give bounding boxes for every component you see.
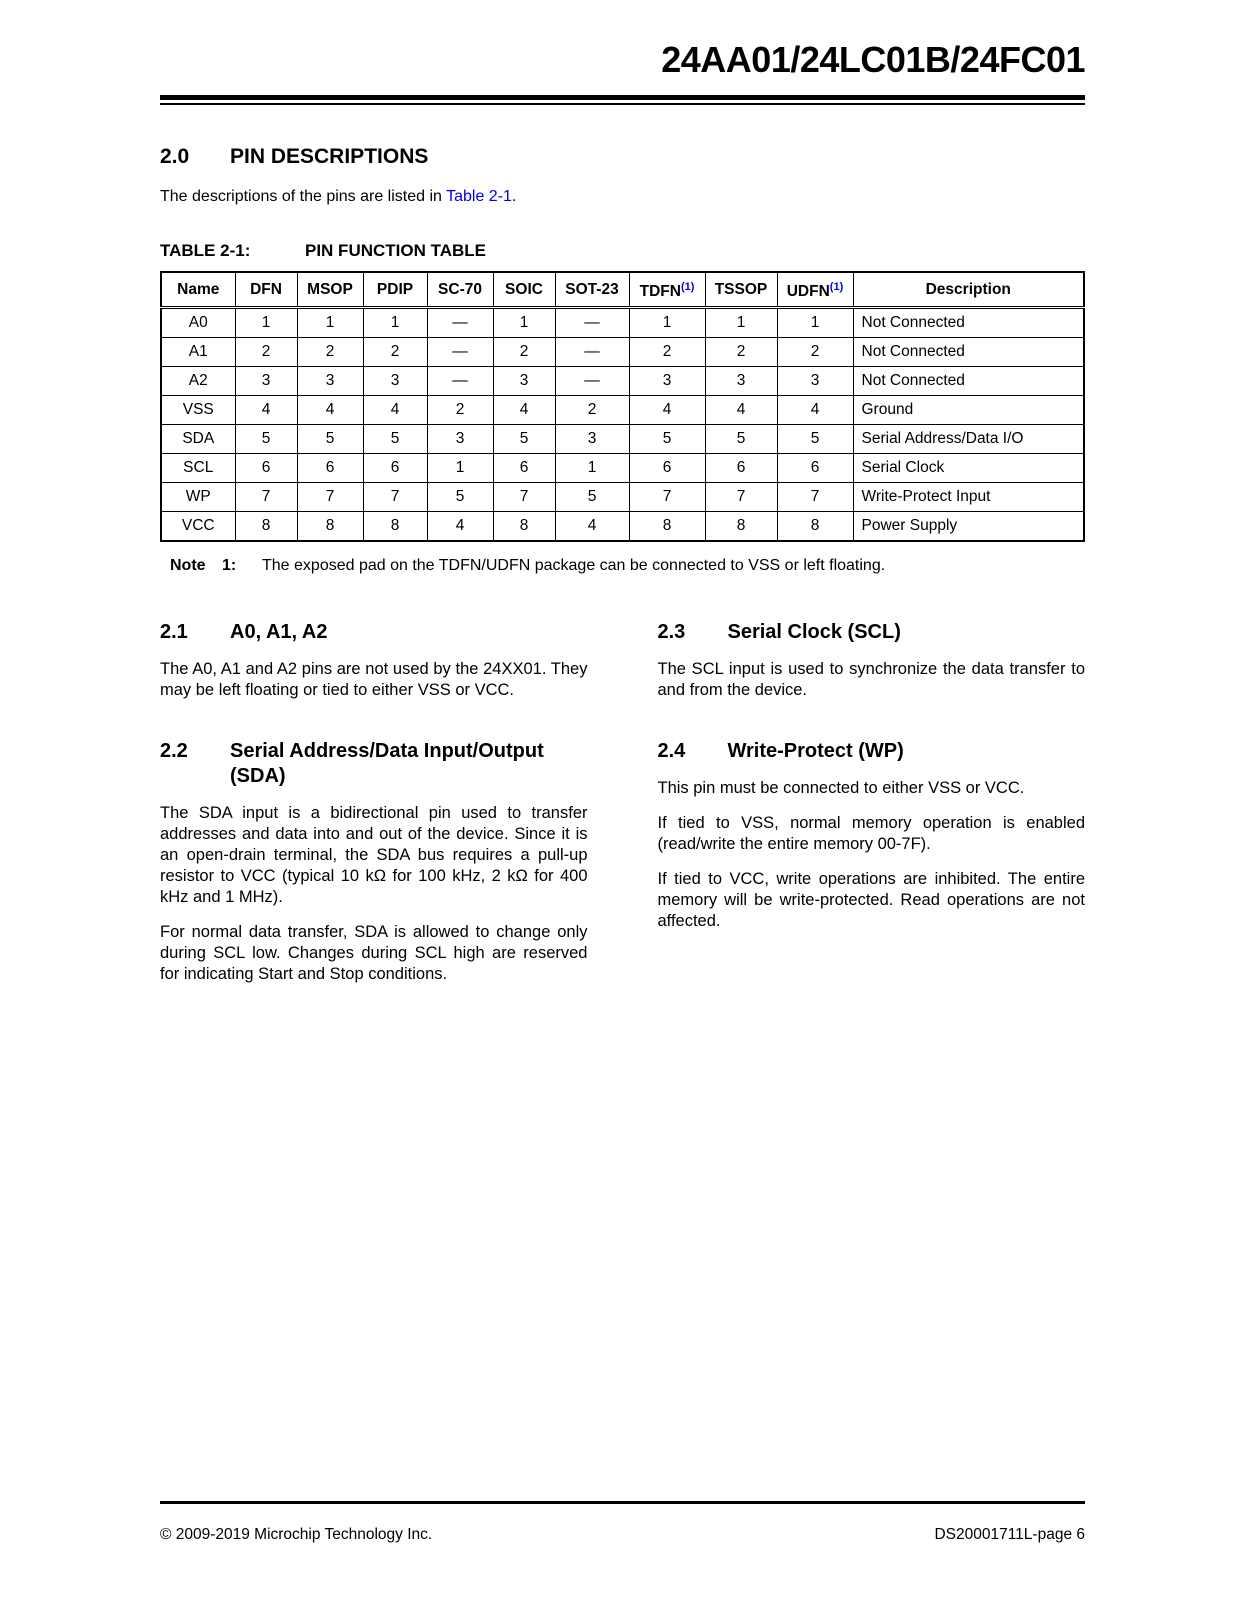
intro-period: . bbox=[511, 188, 517, 205]
pin-number-cell: 3 bbox=[705, 367, 777, 396]
pin-number-cell: 7 bbox=[629, 483, 705, 512]
pin-number-cell: — bbox=[555, 308, 629, 338]
header-rule-thick bbox=[160, 95, 1085, 100]
pin-number-cell: 2 bbox=[629, 338, 705, 367]
pin-number-cell: 6 bbox=[705, 454, 777, 483]
pin-number-cell: 4 bbox=[297, 396, 363, 425]
section-heading-2-2 bbox=[160, 739, 588, 789]
pin-number-cell: 8 bbox=[297, 512, 363, 542]
pin-number-cell: 1 bbox=[427, 454, 493, 483]
column-header: TDFN$^{(1)}$ bbox=[629, 272, 705, 308]
header-rule-thin bbox=[160, 103, 1085, 105]
pin-description-cell: Not Connected bbox=[853, 338, 1084, 367]
pin-number-cell: 1 bbox=[777, 308, 853, 338]
column-header: UDFN$^{(1)}$ bbox=[777, 272, 853, 308]
section-title: Write-Protect (WP) bbox=[727, 740, 904, 763]
pin-number-cell: 7 bbox=[777, 483, 853, 512]
pin-number-cell: 2 bbox=[363, 338, 427, 367]
table-row bbox=[161, 367, 1084, 396]
pin-number-cell: 1 bbox=[629, 308, 705, 338]
pin-number-cell: — bbox=[427, 367, 493, 396]
pin-description-cell: Not Connected bbox=[853, 367, 1084, 396]
pin-number-cell: 4 bbox=[555, 512, 629, 542]
column-header: MSOP bbox=[297, 272, 363, 308]
pin-number-cell: 8 bbox=[629, 512, 705, 542]
table-row bbox=[161, 425, 1084, 454]
pin-description-cell: Write-Protect Input bbox=[853, 483, 1084, 512]
pin-table-body bbox=[161, 308, 1084, 542]
section-title: A0, A1, A2 bbox=[230, 621, 328, 644]
pin-number-cell: 1 bbox=[363, 308, 427, 338]
pin-number-cell: — bbox=[427, 338, 493, 367]
intro-paragraph bbox=[160, 186, 1085, 207]
pin-number-cell: 2 bbox=[427, 396, 493, 425]
pin-table-head-row bbox=[161, 272, 1084, 308]
pin-number-cell: 4 bbox=[235, 396, 297, 425]
paragraph: The SCL input is used to synchronize the data transfer to and from the device. bbox=[657, 660, 1085, 700]
column-header: SOT-23 bbox=[555, 272, 629, 308]
note-text: The exposed pad on the TDFN/UDFN package can be connected to VSS or left floating. bbox=[262, 557, 886, 575]
pin-name-cell: WP bbox=[161, 483, 235, 512]
pin-number-cell: 2 bbox=[777, 338, 853, 367]
footer-rule bbox=[160, 1501, 1085, 1504]
pin-description-cell: Power Supply bbox=[853, 512, 1084, 542]
pin-number-cell: 6 bbox=[297, 454, 363, 483]
pin-description-cell: Serial Address/Data I/O bbox=[853, 425, 1084, 454]
paragraph: If tied to VSS, normal memory operation is enabled (read/write the entire memory 00-7F). bbox=[657, 814, 1085, 854]
pin-number-cell: 5 bbox=[363, 425, 427, 454]
pin-name-cell: A2 bbox=[161, 367, 235, 396]
column-header: SC-70 bbox=[427, 272, 493, 308]
page-footer bbox=[160, 1501, 1085, 1544]
pin-number-cell: 2 bbox=[493, 338, 555, 367]
pin-number-cell: 1 bbox=[555, 454, 629, 483]
pin-number-cell: 3 bbox=[297, 367, 363, 396]
footer-copyright: © 2009-2019 Microchip Technology Inc. bbox=[160, 1526, 433, 1543]
pin-number-cell: 6 bbox=[777, 454, 853, 483]
pin-number-cell: 3 bbox=[493, 367, 555, 396]
pin-number-cell: 2 bbox=[235, 338, 297, 367]
section-title: PIN DESCRIPTIONS bbox=[230, 145, 429, 168]
footnote-reference[interactable]: (1) bbox=[829, 281, 844, 293]
pin-number-cell: 3 bbox=[555, 425, 629, 454]
pin-number-cell: 5 bbox=[297, 425, 363, 454]
pin-number-cell: 8 bbox=[363, 512, 427, 542]
pin-number-cell: 5 bbox=[427, 483, 493, 512]
note-number: 1: bbox=[222, 557, 237, 575]
pin-number-cell: 8 bbox=[705, 512, 777, 542]
two-column-body bbox=[160, 620, 1085, 985]
pin-number-cell: 3 bbox=[777, 367, 853, 396]
pin-number-cell: 7 bbox=[493, 483, 555, 512]
column-header: Name bbox=[161, 272, 235, 308]
section-heading-2-1 bbox=[160, 620, 588, 645]
pin-number-cell: 2 bbox=[555, 396, 629, 425]
pin-description-cell: Ground bbox=[853, 396, 1084, 425]
pin-number-cell: 4 bbox=[427, 512, 493, 542]
pin-number-cell: 6 bbox=[493, 454, 555, 483]
pin-function-table bbox=[160, 271, 1085, 542]
section-title: Serial Address/Data Input/Output (SDA) bbox=[230, 740, 544, 788]
pin-name-cell: A1 bbox=[161, 338, 235, 367]
table-row bbox=[161, 512, 1084, 542]
pin-number-cell: 3 bbox=[629, 367, 705, 396]
pin-number-cell: 7 bbox=[297, 483, 363, 512]
column-header: SOIC bbox=[493, 272, 555, 308]
pin-number-cell: 2 bbox=[705, 338, 777, 367]
pin-number-cell: 4 bbox=[363, 396, 427, 425]
section-number: 2.4 bbox=[657, 740, 686, 763]
section-number: 2.3 bbox=[657, 621, 686, 644]
table-row bbox=[161, 396, 1084, 425]
pin-number-cell: 8 bbox=[493, 512, 555, 542]
pin-number-cell: 5 bbox=[629, 425, 705, 454]
table-row bbox=[161, 454, 1084, 483]
pin-name-cell: SCL bbox=[161, 454, 235, 483]
pin-number-cell: 4 bbox=[629, 396, 705, 425]
pin-number-cell: 7 bbox=[363, 483, 427, 512]
pin-number-cell: 1 bbox=[235, 308, 297, 338]
pin-number-cell: — bbox=[555, 367, 629, 396]
section-heading-2-4 bbox=[658, 739, 1086, 764]
section-heading-2-3 bbox=[658, 620, 1086, 645]
pin-number-cell: 7 bbox=[705, 483, 777, 512]
pin-number-cell: 5 bbox=[705, 425, 777, 454]
pin-number-cell: 1 bbox=[493, 308, 555, 338]
section-title: Serial Clock (SCL) bbox=[727, 621, 901, 644]
table-note bbox=[160, 555, 1085, 576]
section-heading-2-0 bbox=[160, 145, 1085, 169]
pin-number-cell: 8 bbox=[235, 512, 297, 542]
column-header: Description bbox=[853, 272, 1084, 308]
pin-number-cell: 2 bbox=[297, 338, 363, 367]
pin-name-cell: SDA bbox=[161, 425, 235, 454]
pin-number-cell: 8 bbox=[777, 512, 853, 542]
pin-number-cell: 1 bbox=[297, 308, 363, 338]
pin-number-cell: 6 bbox=[363, 454, 427, 483]
table-row bbox=[161, 483, 1084, 512]
pin-number-cell: 5 bbox=[777, 425, 853, 454]
left-column bbox=[160, 620, 588, 985]
footer-doc-number: DS20001711L-page 6 bbox=[934, 1526, 1085, 1543]
paragraph: The SDA input is a bidirectional pin used to transfer addresses and data into and out of the device. Since it is an open-drain terminal, the SDA bus requires a pull-up resistor to VCC (typical 10 kΩ for 100 kHz, 2 kΩ for 400 kHz and 1 MHz). bbox=[160, 804, 588, 907]
column-header: DFN bbox=[235, 272, 297, 308]
paragraph: For normal data transfer, SDA is allowed to change only during SCL low. Changes during SCL high are reserved for indicating Start and Stop conditions. bbox=[160, 923, 588, 984]
section-number: 2.1 bbox=[160, 621, 188, 644]
section-number: 2.0 bbox=[160, 145, 190, 168]
pin-number-cell: 4 bbox=[493, 396, 555, 425]
pin-number-cell: 4 bbox=[777, 396, 853, 425]
pin-number-cell: — bbox=[555, 338, 629, 367]
section-number: 2.2 bbox=[160, 740, 188, 763]
pin-name-cell: VCC bbox=[161, 512, 235, 542]
table-row bbox=[161, 308, 1084, 338]
pin-description-cell: Serial Clock bbox=[853, 454, 1084, 483]
table-caption bbox=[160, 241, 1085, 261]
pin-description-cell: Not Connected bbox=[853, 308, 1084, 338]
pin-number-cell: 3 bbox=[427, 425, 493, 454]
table-title: PIN FUNCTION TABLE bbox=[305, 241, 487, 260]
paragraph: If tied to VCC, write operations are inhibited. The entire memory will be write-protected. Read operations are not affected. bbox=[657, 870, 1085, 931]
pin-number-cell: 5 bbox=[493, 425, 555, 454]
pin-number-cell: 5 bbox=[235, 425, 297, 454]
pin-number-cell: 6 bbox=[235, 454, 297, 483]
pin-name-cell: A0 bbox=[161, 308, 235, 338]
paragraph: This pin must be connected to either VSS or VCC. bbox=[657, 779, 1025, 798]
table-2-1-link[interactable]: Table 2-1 bbox=[446, 188, 512, 205]
column-header: PDIP bbox=[363, 272, 427, 308]
table-row bbox=[161, 338, 1084, 367]
table-label: TABLE 2-1: bbox=[160, 241, 251, 260]
intro-text: The descriptions of the pins are listed in bbox=[160, 188, 447, 205]
pin-number-cell: 6 bbox=[629, 454, 705, 483]
column-header: TSSOP bbox=[705, 272, 777, 308]
pin-number-cell: 1 bbox=[705, 308, 777, 338]
note-label: Note bbox=[170, 557, 206, 575]
paragraph: The A0, A1 and A2 pins are not used by the 24XX01. They may be left floating or tied to either VSS or VCC. bbox=[160, 660, 588, 700]
pin-number-cell: 4 bbox=[705, 396, 777, 425]
footnote-reference[interactable]: (1) bbox=[680, 281, 695, 293]
pin-number-cell: 5 bbox=[555, 483, 629, 512]
pin-number-cell: — bbox=[427, 308, 493, 338]
pin-number-cell: 3 bbox=[363, 367, 427, 396]
document-title: 24AA01/24LC01B/24FC01 bbox=[661, 39, 1085, 80]
pin-number-cell: 3 bbox=[235, 367, 297, 396]
pin-name-cell: VSS bbox=[161, 396, 235, 425]
pin-number-cell: 7 bbox=[235, 483, 297, 512]
right-column bbox=[658, 620, 1086, 985]
